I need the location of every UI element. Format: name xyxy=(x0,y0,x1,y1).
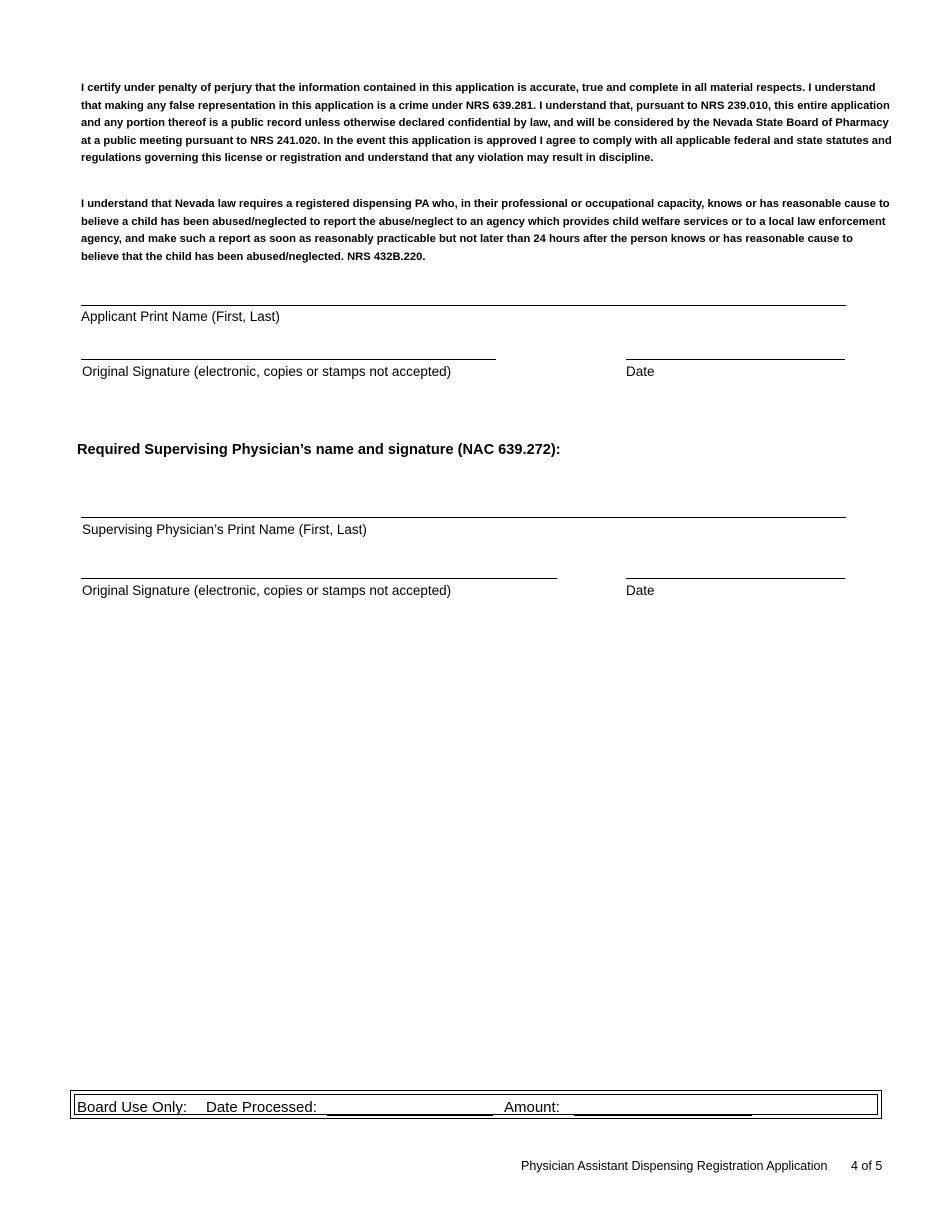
footer-form-title: Physician Assistant Dispensing Registration Application xyxy=(521,1159,828,1173)
applicant-print-name-label: Applicant Print Name (First, Last) xyxy=(81,309,280,324)
board-use-inner-border xyxy=(74,1094,878,1115)
amount-label: Amount: xyxy=(504,1099,560,1116)
board-use-label: Board Use Only: xyxy=(77,1099,188,1116)
applicant-print-name-line[interactable] xyxy=(81,305,846,306)
supervising-date-line[interactable] xyxy=(626,578,845,579)
date-processed-label: Date Processed: xyxy=(206,1099,317,1116)
supervising-print-name-line[interactable] xyxy=(81,517,846,518)
certification-paragraph: I certify under penalty of perjury that the information contained in this application is accurate, true and complete in all material respects. I understand that making any false representation in this application is a crime under NRS 639.281. I understand that, pursuant to NRS 239.010, this entire application and any portion thereof is a public record unless otherwise declared confidential by law, and will be considered by the Nevada State Board of Pharmacy at a public meeting pursuant to NRS 241.020. In the event this application is approved I agree to comply with all applicable federal and state statutes and regulations governing this license or registration and understand that any violation may result in discipline. xyxy=(81,82,892,164)
supervising-signature-line[interactable] xyxy=(81,578,557,579)
applicant-date-label: Date xyxy=(626,364,655,379)
supervising-print-name-label: Supervising Physician’s Print Name (First, Last) xyxy=(82,522,367,537)
supervising-physician-heading: Required Supervising Physician’s name and signature (NAC 639.272): xyxy=(77,442,561,458)
applicant-signature-line[interactable] xyxy=(81,359,496,360)
board-use-box xyxy=(70,1090,882,1119)
applicant-signature-label: Original Signature (electronic, copies or stamps not accepted) xyxy=(82,364,452,379)
footer-page-number: 4 of 5 xyxy=(851,1159,883,1173)
supervising-date-label: Date xyxy=(626,583,655,598)
applicant-date-line[interactable] xyxy=(626,359,845,360)
child-abuse-reporting-paragraph: I understand that Nevada law requires a registered dispensing PA who, in their professional or occupational capacity, knows or has reasonable cause to believe a child has been abused/neglected to report the abuse/neglect to an agency which provides child welfare services or to a local law enforcement agency, and make such a report as soon as reasonably practicable but not later than 24 hours after the person knows or has reasonable cause to believe that the child has been abused/neglected. NRS 432B.220. xyxy=(81,198,890,263)
supervising-signature-label: Original Signature (electronic, copies or stamps not accepted) xyxy=(82,583,452,598)
amount-field[interactable] xyxy=(574,1115,752,1116)
date-processed-field[interactable] xyxy=(327,1115,493,1116)
